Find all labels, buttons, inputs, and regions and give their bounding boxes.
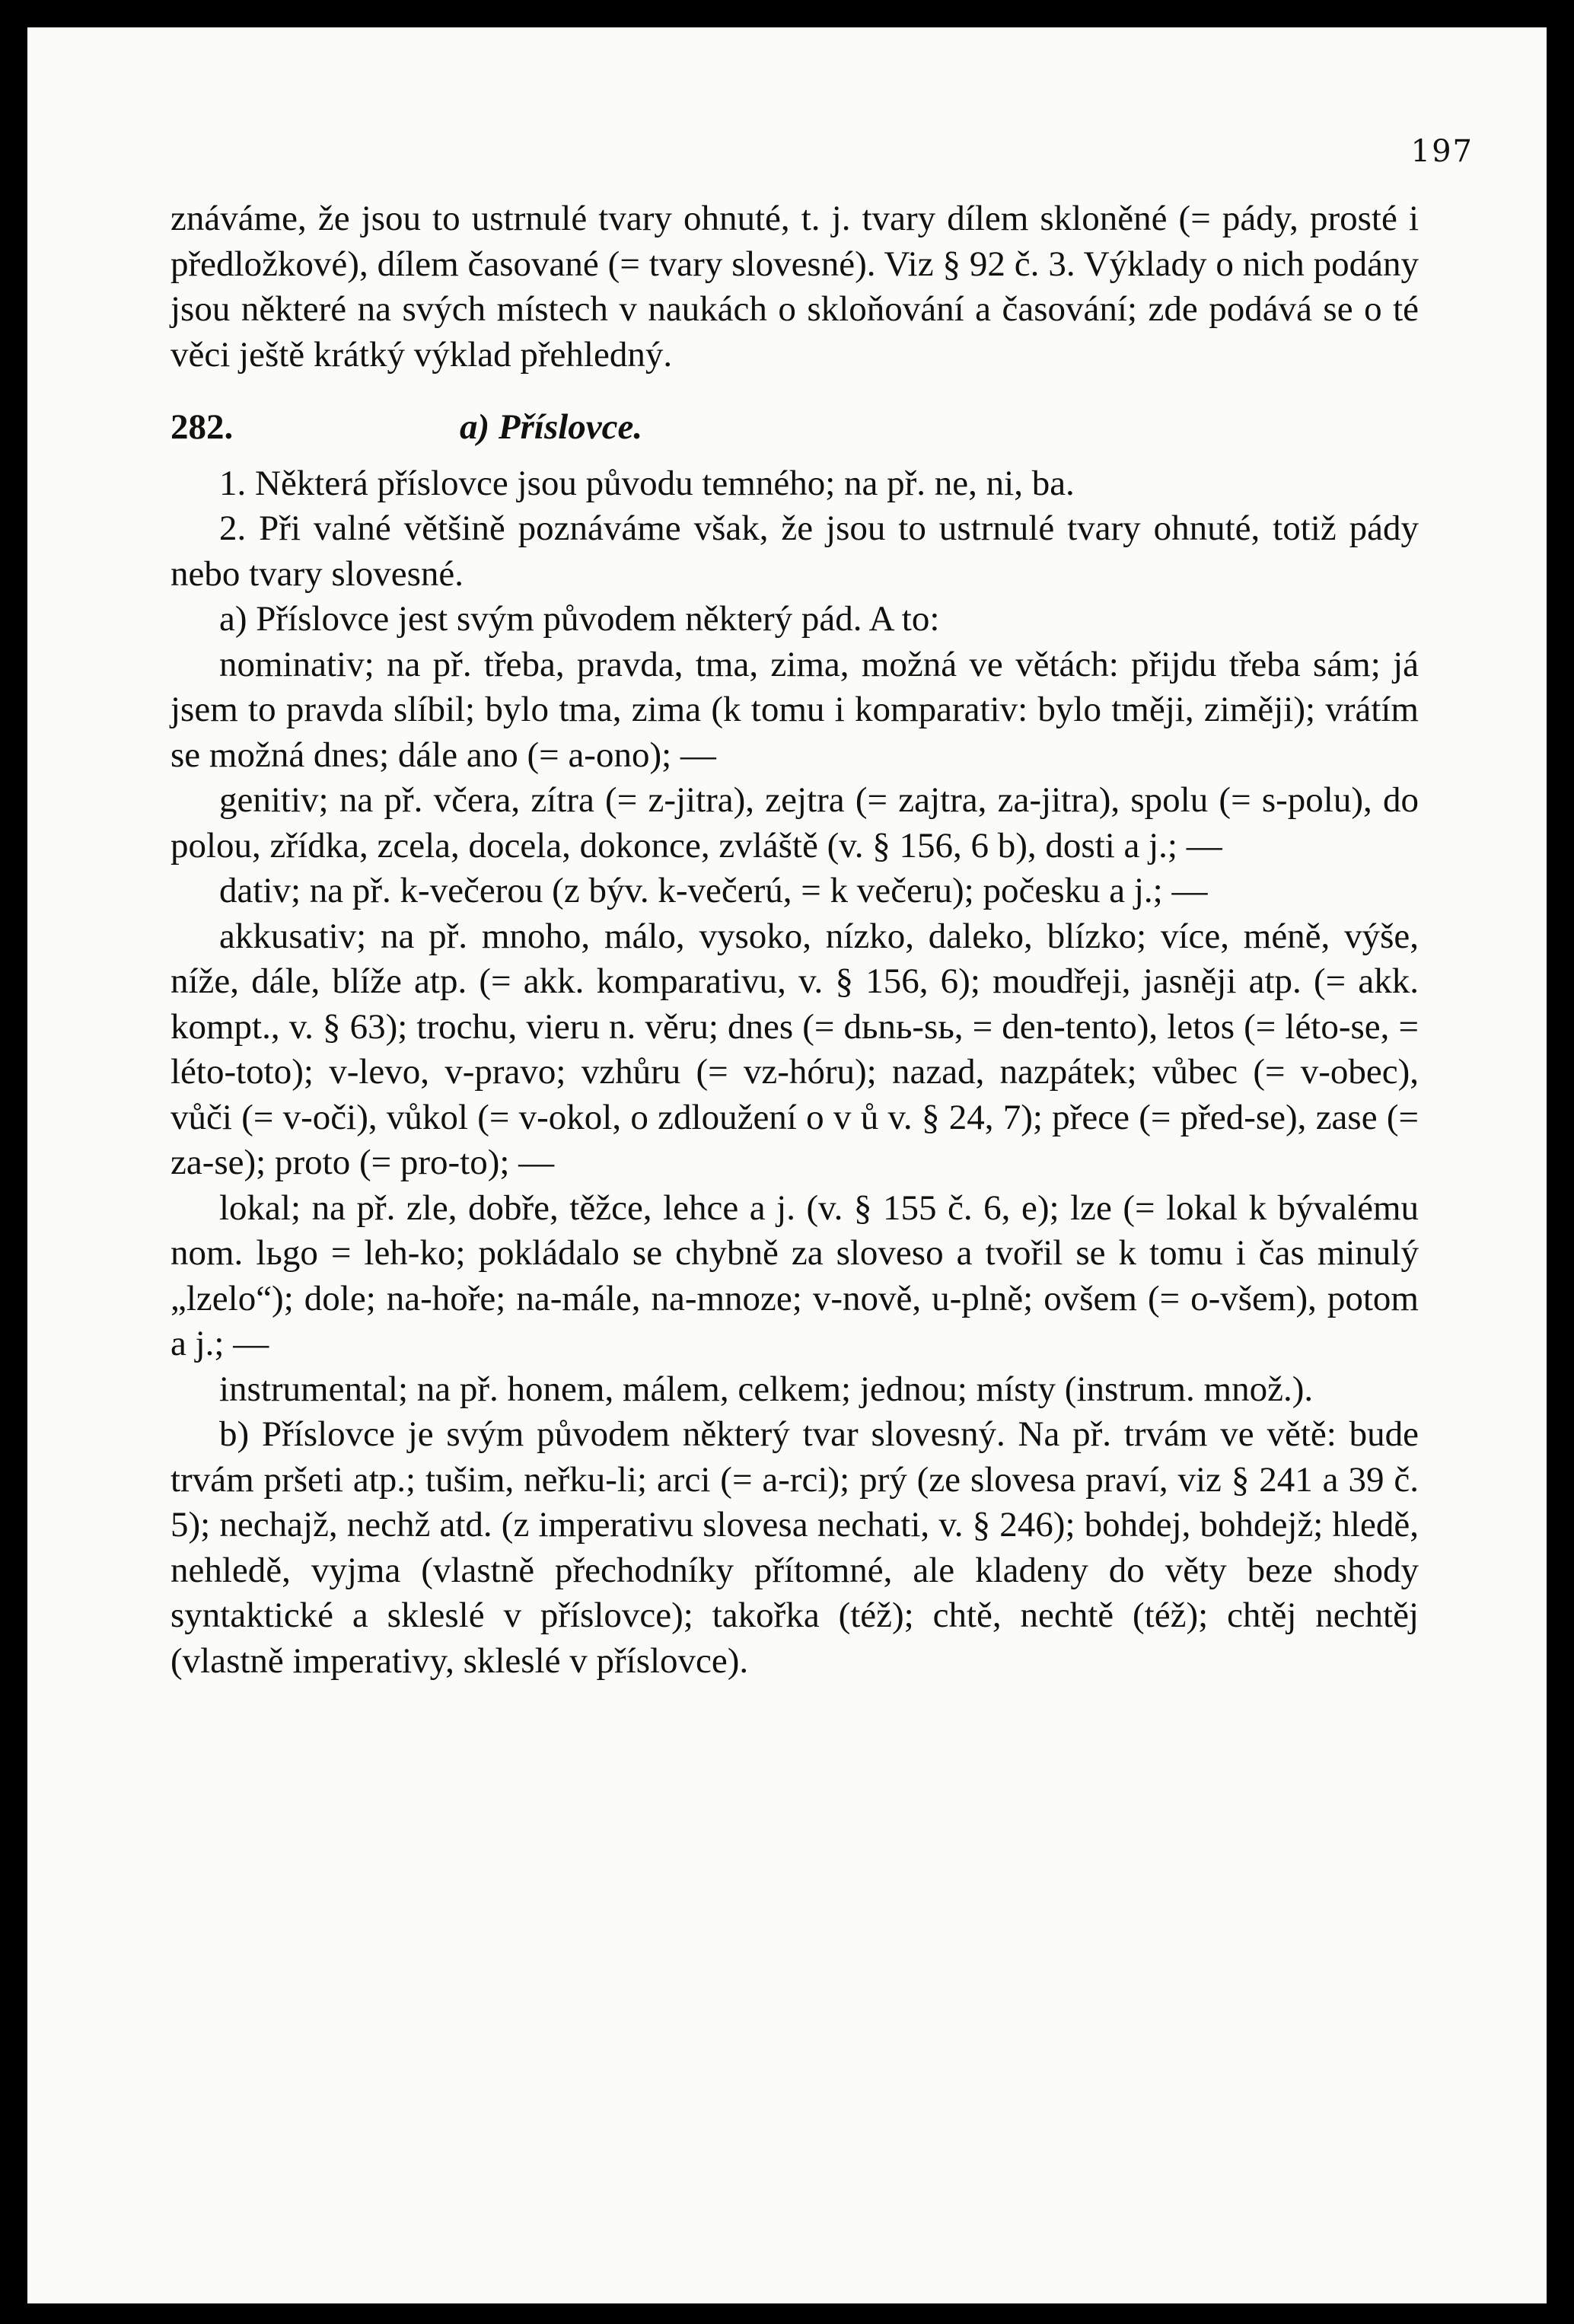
section-number: 282. <box>170 407 234 447</box>
book-page <box>27 27 1547 2303</box>
section-heading <box>170 405 1419 451</box>
case-lokal: lokal; na př. zle, dobře, těžce, lehce a j. (v. § 155 č. 6, e); lze (= lokal k bývalému nom. lьgo = leh-ko; pokládalo se chybně za sloveso a tvořil se k tomu i čas minulý „lzelo“); dole; na-hoře; na-mále, na-mnoze; v-nově, u-plně; ovšem (= o-všem), potom a j.; — <box>170 1188 1419 1363</box>
section-title: a) Příslovce. <box>460 407 643 447</box>
paragraph-a: a) Příslovce jest svým původem některý pád. A to: <box>219 599 940 639</box>
case-akkusativ: akkusativ; na př. mnoho, málo, vysoko, nízko, daleko, blízko; více, méně, výše, níže, dále, blíže atp. (= akk. komparativu, v. § 156, 6); moudřeji, jasněji atp. (= akk. kompt., v. § 63); trochu, vieru n. věru; dnes (= dьnь-sь, = den-tento), letos (= léto-se, = léto-toto); v-levo, v-pravo; vzhůru (= vz-hóru); nazad, nazpátek; vůbec (= v-obec), vůči (= v-oči), vůkol (= v-okol, o zdloužení o v ů v. § 24, 7); přece (= před-se), zase (= za-se); proto (= pro-to); — <box>170 916 1419 1182</box>
paragraph-2: 2. Při valné většině poznáváme však, že jsou to ustrnulé tvary ohnuté, totiž pády nebo tvary slovesné. <box>170 508 1419 594</box>
scan-edge <box>1547 0 1574 2324</box>
intro-paragraph: znáváme, že jsou to ustrnulé tvary ohnuté, t. j. tvary dílem skloněné (= pády, prosté i předložkové), dílem časované (= tvary slovesné). Viz § 92 č. 3. Výklady o nich podány jsou některé na svých místech v naukách o skloňování a časování; zde podává se o té věci ještě krátký výklad přehledný. <box>170 199 1419 375</box>
case-instrumental: instrumental; na př. honem, málem, celkem; jednou; místy (instrum. množ.). <box>219 1369 1314 1409</box>
case-nominativ: nominativ; na př. třeba, pravda, tma, zima, možná ve větách: přijdu třeba sám; já jsem to pravda slíbil; bylo tma, zima (k tomu i komparativ: bylo tměji, ziměji); vrátím se možná dnes; dále ano (= a-ono); — <box>170 644 1419 775</box>
page-number: 197 <box>1410 134 1474 169</box>
body-text <box>170 196 1419 1684</box>
case-dativ: dativ; na př. k-večerou (z býv. k-večerú, = k večeru); počesku a j.; — <box>219 871 1208 910</box>
paragraph-1: 1. Některá příslovce jsou původu temného; na př. ne, ni, ba. <box>219 463 1075 503</box>
paragraph-b: b) Příslovce je svým původem některý tvar slovesný. Na př. trvám ve větě: bude trvám pršeti atp.; tušim, neřku-li; arci (= a-rci); prý (ze slovesa praví, viz § 241 a 39 č. 5); nechajž, nechž atd. (z imperativu slovesa nechati, v. § 246); bohdej, bohdejž; hledě, nehledě, vyjma (vlastně přechodníky přítomné, ale kladeny do věty beze shody syntaktické a skleslé v příslovce); takořka (též); chtě, nechtě (též); chtěj nechtěj (vlastně imperativy, skleslé v příslovce). <box>170 1414 1419 1681</box>
case-genitiv: genitiv; na př. včera, zítra (= z-jitra), zejtra (= zajtra, za-jitra), spolu (= s-polu), do polou, zřídka, zcela, docela, dokonce, zvláště (v. § 156, 6 b), dosti a j.; — <box>170 780 1419 866</box>
